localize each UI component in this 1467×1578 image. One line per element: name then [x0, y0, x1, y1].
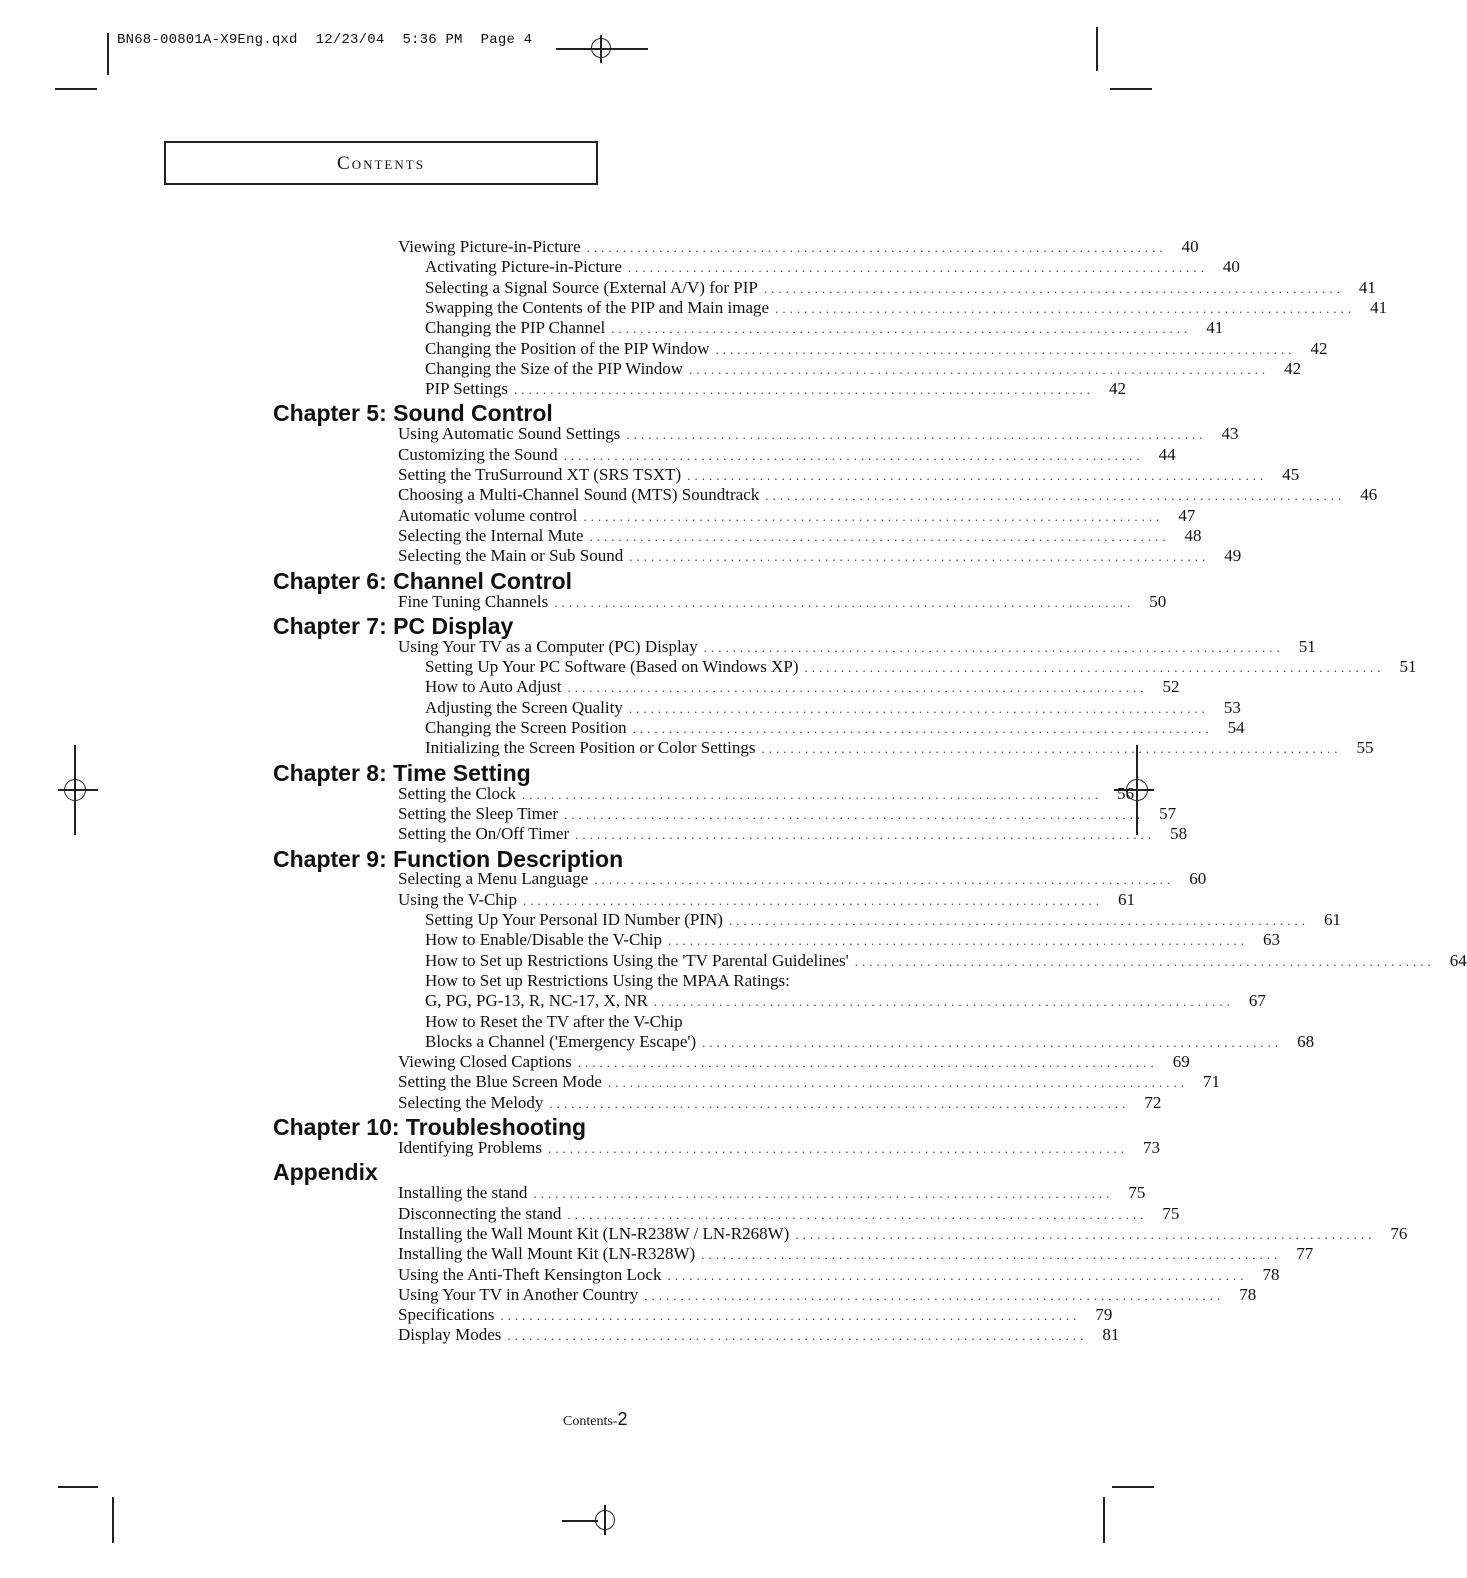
toc-entry-title: Identifying Problems — [398, 1138, 543, 1157]
slug-date: 12/23/04 — [315, 32, 385, 48]
dot-leader: ................................................................................ — [589, 529, 1170, 544]
toc-entry[interactable] — [398, 1305, 1113, 1325]
toc-entry[interactable] — [425, 951, 1467, 971]
toc-entry[interactable] — [398, 424, 1239, 444]
toc-entry-title: Blocks a Channel ('Emergency Escape') — [425, 1032, 697, 1051]
dot-leader: ................................................................................ — [687, 468, 1268, 483]
toc-entry[interactable] — [425, 677, 1180, 697]
dot-leader: ................................................................................ — [611, 321, 1192, 336]
toc-entry-title: How to Reset the TV after the V-Chip — [425, 1012, 683, 1031]
toc-page-number: 52 — [1162, 677, 1180, 696]
dot-leader: ................................................................................ — [522, 787, 1103, 802]
toc-entry-title: Fine Tuning Channels — [398, 592, 549, 611]
toc-entry-title: How to Set up Restrictions Using the MPAA Ratings: — [425, 971, 790, 990]
toc-page-number: 73 — [1143, 1138, 1161, 1157]
toc-entry-title: Choosing a Multi-Channel Sound (MTS) Soundtrack — [398, 485, 760, 504]
dot-leader: ................................................................................ — [563, 448, 1144, 463]
toc-page-number: 48 — [1184, 526, 1202, 545]
toc-entry-title: Installing the Wall Mount Kit (LN-R238W / LN-R268W) — [398, 1224, 790, 1243]
toc-entry-title: Setting the On/Off Timer — [398, 824, 570, 843]
dot-leader: ................................................................................ — [775, 301, 1356, 316]
toc-entry-title: Using Your TV in Another Country — [398, 1285, 639, 1304]
toc-page-number: 61 — [1323, 910, 1341, 929]
footer-page-number: 2 — [617, 1409, 628, 1429]
toc-entry-title: Installing the stand — [398, 1183, 528, 1202]
toc-page-number: 55 — [1356, 738, 1374, 757]
dot-leader: ................................................................................ — [513, 382, 1094, 397]
dot-leader: ................................................................................ — [728, 913, 1309, 928]
toc-entry[interactable] — [398, 1224, 1408, 1244]
toc-entry-title: Automatic volume control — [398, 506, 578, 525]
toc-page-number: 41 — [1370, 298, 1388, 317]
dot-leader: ................................................................................ — [594, 872, 1175, 887]
toc-entry[interactable] — [398, 546, 1242, 566]
chapter-heading: Chapter 7: PC Display — [273, 612, 514, 639]
toc-page-number: 42 — [1108, 379, 1126, 398]
toc-entry[interactable] — [398, 1244, 1314, 1264]
slug-filename: BN68-00801A-X9Eng.qxd — [117, 32, 298, 48]
toc-entry[interactable] — [398, 465, 1300, 485]
toc-page-number: 51 — [1399, 657, 1417, 676]
dot-leader: ................................................................................ — [583, 509, 1164, 524]
toc-page-number: 63 — [1263, 930, 1281, 949]
toc-entry-title: Setting the Sleep Timer — [398, 804, 559, 823]
toc-entry-title: Installing the Wall Mount Kit (LN-R328W) — [398, 1244, 696, 1263]
toc-entry[interactable] — [425, 339, 1328, 359]
toc-entry[interactable] — [425, 738, 1374, 758]
toc-page-number: 40 — [1222, 257, 1240, 276]
dot-leader: ................................................................................ — [548, 1141, 1129, 1156]
toc-page-number: 77 — [1296, 1244, 1314, 1263]
toc-entry[interactable] — [425, 698, 1241, 718]
chapter-heading: Chapter 9: Function Description — [273, 845, 624, 872]
page-footer — [563, 1409, 627, 1430]
toc-entry-title: How to Set up Restrictions Using the 'TV Parental Guidelines' — [425, 951, 849, 970]
toc-entry-title: Adjusting the Screen Quality — [425, 698, 623, 717]
toc-page-number: 44 — [1158, 445, 1176, 464]
toc-entry[interactable] — [425, 910, 1341, 930]
toc-entry-title: Selecting the Main or Sub Sound — [398, 546, 624, 565]
toc-entry-title: Viewing Closed Captions — [398, 1052, 572, 1071]
toc-page-number: 68 — [1297, 1032, 1315, 1051]
toc-entry[interactable] — [398, 445, 1176, 465]
page-title: Contents — [337, 153, 425, 174]
toc-entry-title: G, PG, PG-13, R, NC-17, X, NR — [425, 991, 648, 1010]
toc-entry[interactable] — [425, 318, 1224, 338]
dot-leader: ................................................................................ — [715, 342, 1296, 357]
dot-leader: ................................................................................ — [554, 595, 1135, 610]
toc-entry[interactable] — [425, 657, 1417, 677]
toc-page-number: 53 — [1223, 698, 1241, 717]
toc-entry[interactable] — [398, 1285, 1257, 1305]
toc-entry-title: Swapping the Contents of the PIP and Main image — [425, 298, 770, 317]
dot-leader: ................................................................................ — [523, 893, 1104, 908]
toc-page-number: 56 — [1117, 784, 1135, 803]
chapter-heading: Chapter 10: Troubleshooting — [273, 1114, 587, 1141]
dot-leader: ................................................................................ — [668, 933, 1249, 948]
toc-entry-title: Setting the Clock — [398, 784, 517, 803]
dot-leader: ................................................................................ — [653, 994, 1234, 1009]
toc-page-number: 40 — [1181, 237, 1199, 256]
toc-entry[interactable] — [398, 1325, 1120, 1345]
dot-leader: ................................................................................ — [689, 362, 1270, 377]
dot-leader: ................................................................................ — [804, 660, 1385, 675]
toc-entry[interactable] — [398, 1138, 1161, 1158]
toc-entry[interactable] — [398, 869, 1207, 889]
toc-page-number: 81 — [1102, 1325, 1120, 1344]
toc-entry[interactable] — [425, 971, 956, 991]
chapter-heading: Chapter 6: Channel Control — [273, 567, 573, 594]
toc-entry[interactable] — [398, 237, 1199, 257]
toc-entry[interactable] — [398, 824, 1188, 844]
dot-leader: ................................................................................ — [577, 1055, 1158, 1070]
toc-entry[interactable] — [398, 637, 1316, 657]
chapter-heading: Appendix — [273, 1159, 378, 1186]
dot-leader: ................................................................................ — [500, 1308, 1081, 1323]
toc-entry-title: How to Auto Adjust — [425, 677, 562, 696]
toc-entry[interactable] — [398, 784, 1135, 804]
toc-entry-title: Disconnecting the stand — [398, 1204, 562, 1223]
dot-leader: ................................................................................ — [627, 260, 1208, 275]
toc-page-number: 43 — [1221, 424, 1239, 443]
dot-leader: ................................................................................ — [703, 640, 1284, 655]
toc-entry-title: Changing the PIP Channel — [425, 318, 606, 337]
toc-entry[interactable] — [398, 485, 1378, 505]
toc-page-number: 61 — [1118, 890, 1136, 909]
toc-entry[interactable] — [398, 1183, 1146, 1203]
toc-entry[interactable] — [425, 1012, 956, 1032]
toc-entry[interactable] — [398, 1072, 1220, 1092]
toc-entry-title: Changing the Position of the PIP Window — [425, 339, 710, 358]
toc-entry-title: PIP Settings — [425, 379, 508, 398]
toc-page-number: 45 — [1282, 465, 1300, 484]
toc-page-number: 50 — [1149, 592, 1167, 611]
toc-entry[interactable] — [425, 298, 1388, 318]
toc-entry-title: Using the Anti-Theft Kensington Lock — [398, 1265, 662, 1284]
dot-leader: ................................................................................ — [763, 281, 1344, 296]
dot-leader: ................................................................................ — [564, 807, 1145, 822]
toc-entry[interactable] — [425, 718, 1245, 738]
toc-page-number: 69 — [1172, 1052, 1190, 1071]
dot-leader: ................................................................................ — [629, 549, 1210, 564]
toc-entry-title: Setting Up Your Personal ID Number (PIN) — [425, 910, 723, 929]
dot-leader: ................................................................................ — [632, 721, 1213, 736]
toc-page-number: 51 — [1298, 637, 1316, 656]
dot-leader: ................................................................................ — [567, 680, 1148, 695]
toc-entry-title: Customizing the Sound — [398, 445, 558, 464]
toc-entry-title: How to Enable/Disable the V-Chip — [425, 930, 663, 949]
toc-entry[interactable] — [398, 1265, 1280, 1285]
dot-leader: ................................................................................ — [626, 427, 1207, 442]
dot-leader: ................................................................................ — [607, 1075, 1188, 1090]
toc-page-number: 42 — [1310, 339, 1328, 358]
toc-page-number: 78 — [1239, 1285, 1257, 1304]
toc-entry[interactable] — [398, 1204, 1180, 1224]
toc-entry[interactable] — [425, 278, 1376, 298]
toc-entry-title: Changing the Screen Position — [425, 718, 627, 737]
toc-page-number: 54 — [1227, 718, 1245, 737]
toc-entry[interactable] — [398, 526, 1202, 546]
toc-entry-title: Using the V-Chip — [398, 890, 518, 909]
toc-page-number: 46 — [1360, 485, 1378, 504]
toc-entry-title: Activating Picture-in-Picture — [425, 257, 622, 276]
toc-page-number: 72 — [1144, 1093, 1162, 1112]
dot-leader: ................................................................................ — [507, 1328, 1088, 1343]
dot-leader: ................................................................................ — [701, 1247, 1282, 1262]
dot-leader: ................................................................................ — [795, 1227, 1376, 1242]
dot-leader: ................................................................................ — [549, 1096, 1130, 1111]
toc-page-number: 60 — [1189, 869, 1207, 888]
toc-entry[interactable] — [425, 257, 1240, 277]
toc-entry-title: Display Modes — [398, 1325, 502, 1344]
dot-leader: ................................................................................ — [765, 488, 1346, 503]
toc-entry-title: Specifications — [398, 1305, 495, 1324]
toc-entry-title: Selecting the Internal Mute — [398, 526, 584, 545]
toc-page-number: 41 — [1358, 278, 1376, 297]
toc-entry[interactable] — [398, 890, 1136, 910]
toc-entry[interactable] — [425, 359, 1302, 379]
toc-entry-title: Setting the Blue Screen Mode — [398, 1072, 602, 1091]
dot-leader: ................................................................................ — [702, 1035, 1283, 1050]
dot-leader: ................................................................................ — [761, 741, 1342, 756]
toc-page-number: 58 — [1170, 824, 1188, 843]
dot-leader: ................................................................................ — [644, 1288, 1225, 1303]
toc-page-number: 75 — [1162, 1204, 1180, 1223]
toc-entry[interactable] — [425, 1032, 1315, 1052]
toc-entry-title: Changing the Size of the PIP Window — [425, 359, 684, 378]
toc-entry[interactable] — [398, 1093, 1162, 1113]
toc-entry[interactable] — [425, 930, 1281, 950]
dot-leader: ................................................................................ — [586, 240, 1167, 255]
toc-page-number: 42 — [1284, 359, 1302, 378]
toc-page-number: 78 — [1262, 1265, 1280, 1284]
toc-entry[interactable] — [398, 804, 1177, 824]
toc-entry-title: Selecting a Signal Source (External A/V) for PIP — [425, 278, 758, 297]
toc-entry-title: Setting the TruSurround XT (SRS TSXT) — [398, 465, 682, 484]
chapter-heading: Chapter 8: Time Setting — [273, 759, 531, 786]
dot-leader: ................................................................................ — [667, 1268, 1248, 1283]
toc-entry-title: Viewing Picture-in-Picture — [398, 237, 581, 256]
toc-page-number: 67 — [1248, 991, 1266, 1010]
toc-entry[interactable] — [425, 991, 1266, 1011]
dot-leader: ................................................................................ — [533, 1186, 1114, 1201]
toc-entry-title: Setting Up Your PC Software (Based on Windows XP) — [425, 657, 799, 676]
dot-leader: ................................................................................ — [567, 1207, 1148, 1222]
toc-entry-title: Using Your TV as a Computer (PC) Display — [398, 637, 698, 656]
toc-page-number: 49 — [1224, 546, 1242, 565]
dot-leader: ................................................................................ — [854, 954, 1435, 969]
toc-page-number: 57 — [1159, 804, 1177, 823]
slug-page: Page 4 — [480, 32, 533, 48]
toc-page-number: 79 — [1095, 1305, 1113, 1324]
footer-label: Contents- — [563, 1414, 618, 1429]
dot-leader: ................................................................................ — [575, 827, 1156, 842]
toc-entry[interactable] — [398, 1052, 1190, 1072]
chapter-heading: Chapter 5: Sound Control — [273, 400, 553, 427]
toc-entry-title: Using Automatic Sound Settings — [398, 424, 621, 443]
dot-leader: ................................................................................ — [628, 701, 1209, 716]
toc-entry-title: Selecting a Menu Language — [398, 869, 589, 888]
toc-entry[interactable] — [425, 379, 1126, 399]
toc-page-number: 76 — [1390, 1224, 1408, 1243]
toc-page-number: 47 — [1178, 506, 1196, 525]
toc-page-number: 64 — [1449, 951, 1467, 970]
toc-page-number: 71 — [1202, 1072, 1220, 1091]
slug-time: 5:36 PM — [402, 32, 463, 48]
toc-page-number: 41 — [1206, 318, 1224, 337]
toc-page-number: 75 — [1128, 1183, 1146, 1202]
toc-entry-title: Selecting the Melody — [398, 1093, 544, 1112]
toc-entry[interactable] — [398, 506, 1196, 526]
toc-entry-title: Initializing the Screen Position or Color Settings — [425, 738, 756, 757]
toc-entry[interactable] — [398, 592, 1167, 612]
